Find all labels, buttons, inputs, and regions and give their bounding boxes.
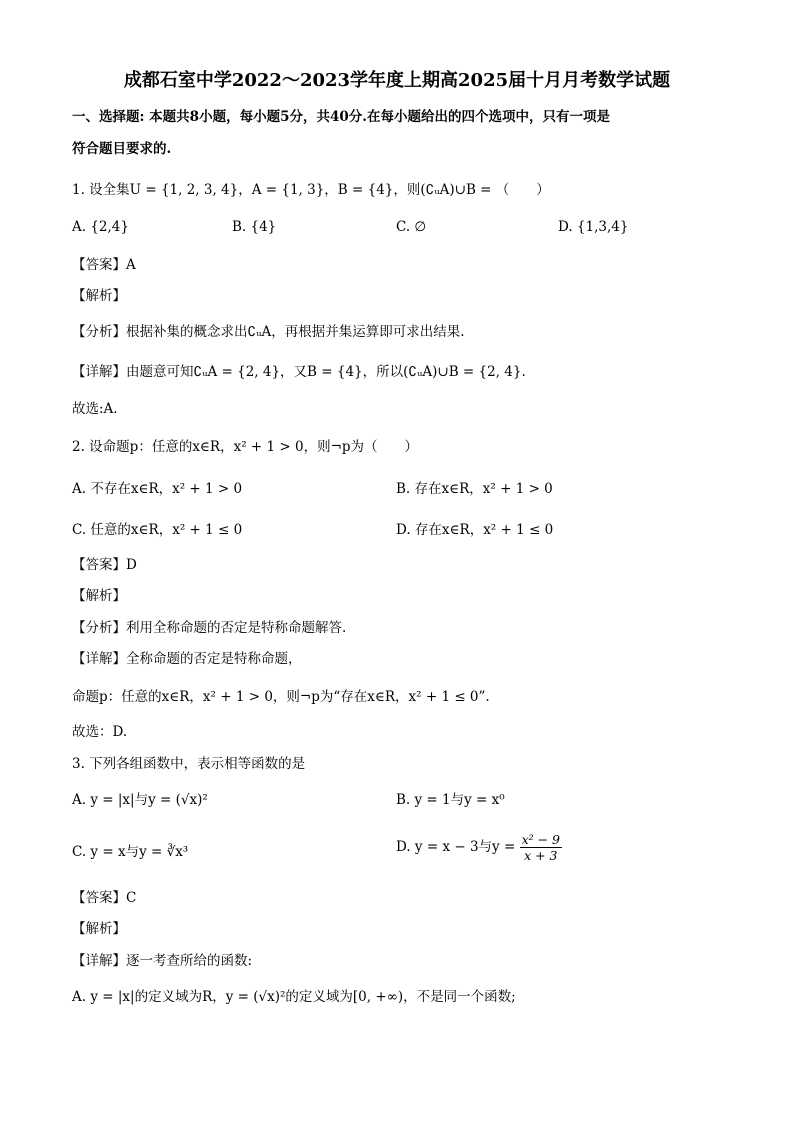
q1-choice: 故选:A. [72, 401, 118, 417]
q3-option-d [396, 832, 562, 863]
q1-xiangjie: 【详解】由题意可知∁ᵤA = {2, 4}，又B = {4}，所以(∁ᵤA)∪B = {2, 4}. [72, 364, 526, 380]
q1-option-d: D. {1,3,4} [558, 219, 629, 235]
q2-answer: 【答案】D [72, 557, 137, 573]
section-heading-line2: 符合题目要求的. [72, 141, 172, 157]
q3-xiangjie: 【详解】逐一考查所给的函数: [72, 953, 253, 969]
q2-choice: 故选：D. [72, 724, 128, 740]
q2-option-b: B. 存在x∈R，x² + 1 > 0 [396, 481, 553, 497]
q1-stem: 1. 设全集U = {1, 2, 3, 4}，A = {1, 3}，B = {4}，则(∁ᵤA)∪B = （ ） [72, 182, 550, 198]
q3-option-d-prefix: D. y = x − 3与y = [396, 839, 516, 855]
q3-analysis-tag: 【解析】 [72, 921, 126, 937]
q2-xiangjie: 【详解】全称命题的否定是特称命题， [72, 651, 302, 667]
q1-option-a: A. {2,4} [72, 219, 129, 235]
q1-option-c: C. ∅ [396, 219, 427, 235]
section-heading-line1: 一、选择题: 本题共8小题，每小题5分，共40分.在每小题给出的四个选项中，只有一项是 [72, 109, 610, 125]
q3-option-d-denominator: x + 3 [524, 848, 558, 863]
page-title: 成都石室中学2022～2023学年度上期高2025届十月月考数学试题 [123, 70, 671, 91]
q3-stem: 3. 下列各组函数中，表示相等函数的是 [72, 756, 306, 772]
q1-option-b: B. {4} [232, 219, 277, 235]
q1-answer: 【答案】A [72, 257, 136, 273]
q2-fenxi: 【分析】利用全称命题的否定是特称命题解答. [72, 620, 347, 636]
q2-option-d: D. 存在x∈R，x² + 1 ≤ 0 [396, 522, 554, 538]
q3-option-d-fraction [520, 832, 562, 863]
q2-analysis-tag: 【解析】 [72, 588, 126, 604]
q2-stem: 2. 设命题p：任意的x∈R，x² + 1 > 0，则¬p为（ ） [72, 439, 419, 455]
q1-analysis-tag: 【解析】 [72, 288, 126, 304]
q3-option-d-numerator: x² − 9 [521, 832, 561, 847]
q3-option-c: C. y = x与y = ∛x³ [72, 844, 189, 860]
q3-detail-a: A. y = |x|的定义域为R，y = (√x)²的定义域为[0, +∞)，不是同一个函数; [72, 989, 516, 1005]
q2-option-a: A. 不存在x∈R，x² + 1 > 0 [72, 481, 243, 497]
q3-option-b: B. y = 1与y = x⁰ [396, 792, 505, 808]
q2-option-c: C. 任意的x∈R，x² + 1 ≤ 0 [72, 522, 243, 538]
q2-detail: 命题p：任意的x∈R，x² + 1 > 0，则¬p为“存在x∈R，x² + 1 ≤ 0”. [72, 689, 490, 705]
q1-fenxi: 【分析】根据补集的概念求出∁ᵤA，再根据并集运算即可求出结果. [72, 324, 465, 340]
q3-answer: 【答案】C [72, 890, 137, 906]
q3-option-a: A. y = |x|与y = (√x)² [72, 792, 208, 808]
